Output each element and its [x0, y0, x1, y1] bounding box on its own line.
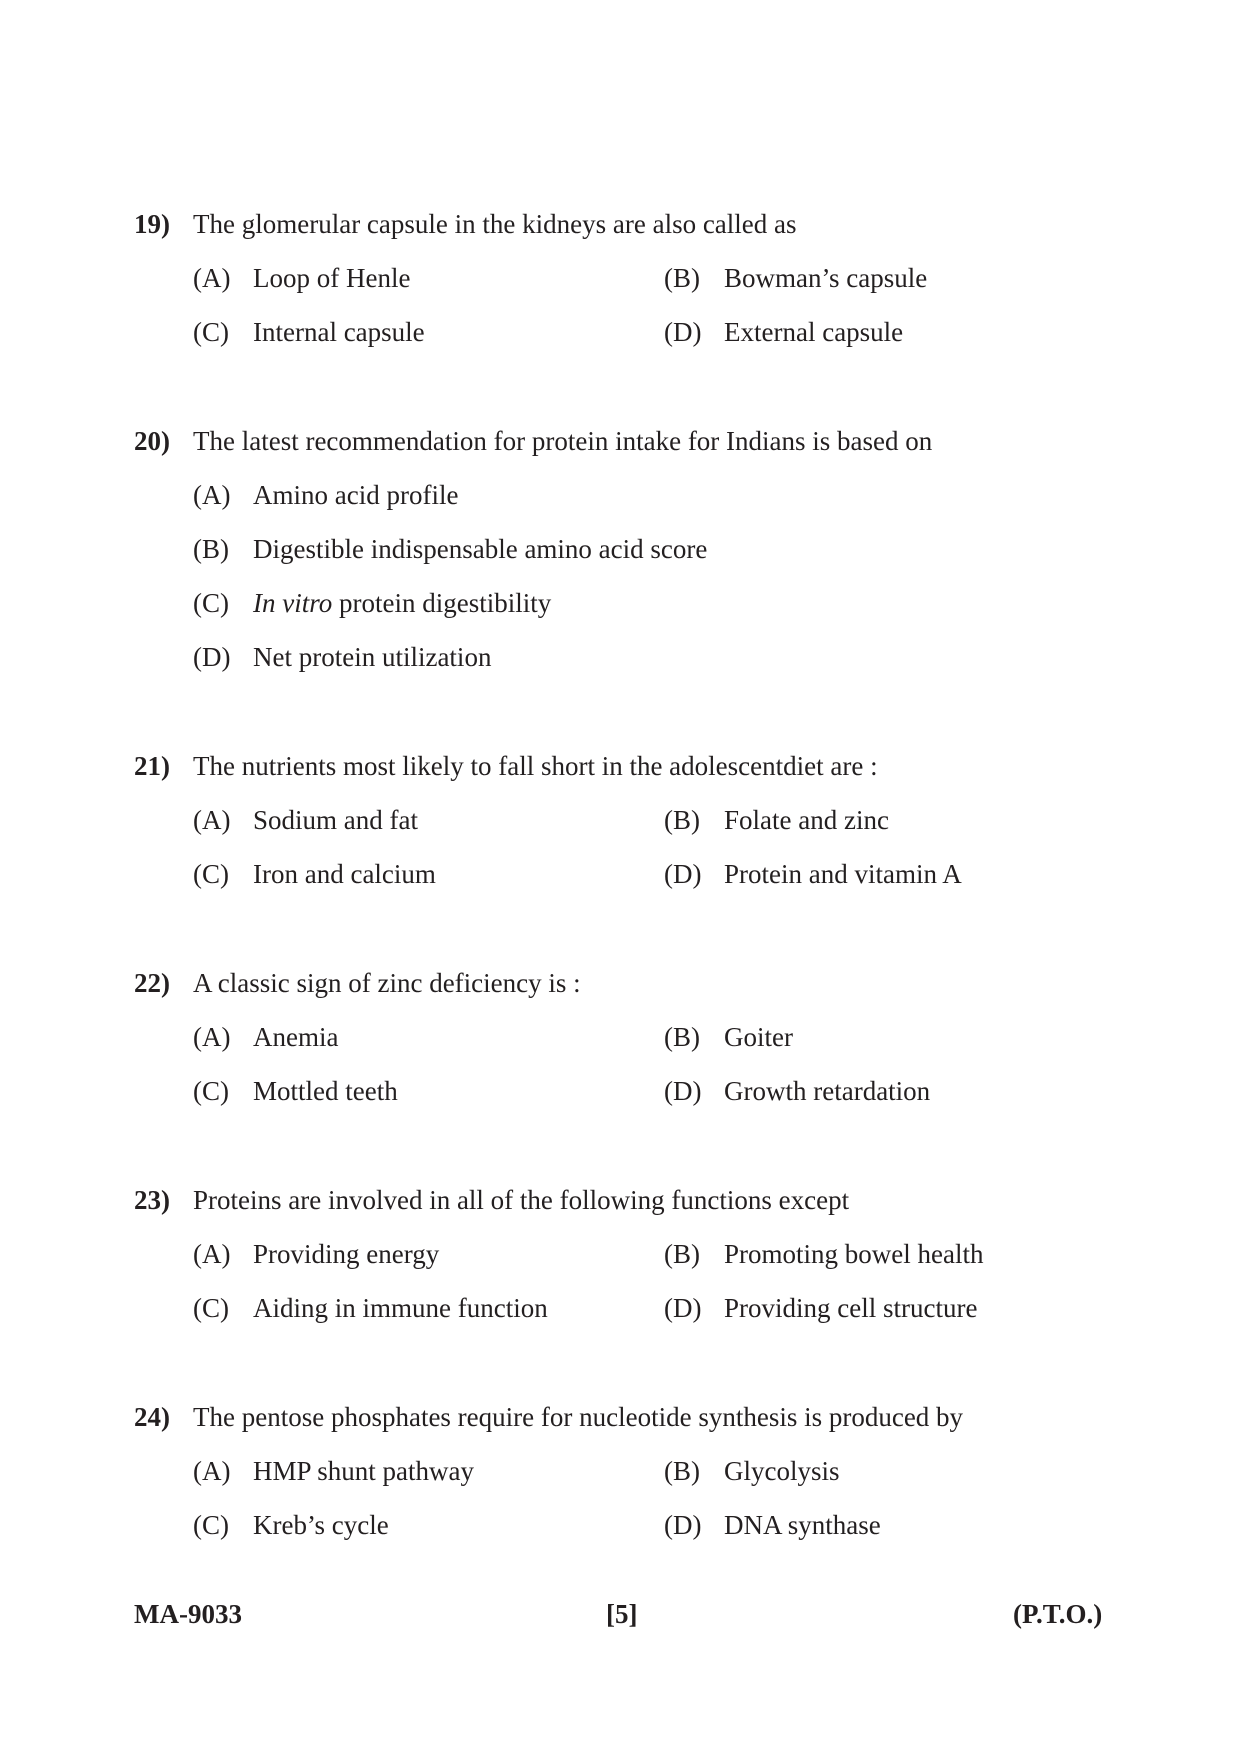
option-text: Digestible indispensable amino acid score — [253, 534, 708, 564]
option-letter: (C) — [193, 1510, 229, 1540]
option-letter: (A) — [193, 1022, 231, 1052]
option-letter: (A) — [193, 1239, 231, 1269]
option-text: External capsule — [724, 317, 904, 347]
question-text: The glomerular capsule in the kidneys are also called as — [193, 209, 797, 239]
option-letter: (A) — [193, 1456, 231, 1486]
option-text: Kreb’s cycle — [253, 1510, 389, 1540]
question-text: The nutrients most likely to fall short in the adolescentdiet are : — [193, 751, 878, 781]
option-text: Net protein utilization — [253, 642, 492, 672]
option-letter: (C) — [193, 1293, 229, 1323]
option-letter: (C) — [193, 1076, 229, 1106]
option-text: Providing energy — [253, 1239, 440, 1269]
option-letter: (C) — [193, 317, 229, 347]
option-text: Promoting bowel health — [724, 1239, 984, 1269]
option-text: Amino acid profile — [253, 480, 459, 510]
option-text: DNA synthase — [724, 1510, 881, 1540]
question-22 — [134, 967, 1134, 1107]
option-letter: (D) — [193, 642, 231, 672]
option-letter: (B) — [664, 1022, 700, 1052]
option-letter: (B) — [664, 1239, 700, 1269]
option-text: Goiter — [724, 1022, 793, 1052]
option-text: Loop of Henle — [253, 263, 411, 293]
option-text: Mottled teeth — [253, 1076, 398, 1106]
option-text-rest: protein digestibility — [332, 588, 552, 618]
question-21 — [134, 750, 1134, 890]
option-letter: (B) — [664, 263, 700, 293]
question-number: 22) — [134, 968, 170, 998]
paper-code: MA-9033 — [134, 1599, 242, 1629]
option-text: Iron and calcium — [253, 859, 436, 889]
option-letter: (A) — [193, 480, 231, 510]
option-text: Glycolysis — [724, 1456, 840, 1486]
option-letter: (D) — [664, 317, 702, 347]
option-text: Sodium and fat — [253, 805, 418, 835]
option-letter: (B) — [664, 805, 700, 835]
question-20 — [134, 425, 1134, 673]
question-text: The pentose phosphates require for nucleotide synthesis is produced by — [193, 1402, 964, 1432]
question-number: 21) — [134, 751, 170, 781]
question-text: Proteins are involved in all of the following functions except — [193, 1185, 850, 1215]
option-text: Protein and vitamin A — [724, 859, 962, 889]
question-number: 19) — [134, 209, 170, 239]
option-text — [253, 587, 551, 619]
option-letter: (B) — [193, 534, 229, 564]
question-text: A classic sign of zinc deficiency is : — [193, 968, 581, 998]
option-letter: (D) — [664, 859, 702, 889]
question-text: The latest recommendation for protein intake for Indians is based on — [193, 426, 933, 456]
page-number: [5] — [606, 1599, 638, 1629]
question-23 — [134, 1184, 1134, 1324]
option-letter: (D) — [664, 1510, 702, 1540]
option-text: Anemia — [253, 1022, 339, 1052]
option-letter: (C) — [193, 859, 229, 889]
option-text: Providing cell structure — [724, 1293, 978, 1323]
option-letter: (C) — [193, 588, 229, 618]
option-letter: (A) — [193, 263, 231, 293]
option-text: HMP shunt pathway — [253, 1456, 474, 1486]
option-text-italic: In vitro — [253, 588, 333, 618]
please-turn-over: (P.T.O.) — [1013, 1599, 1103, 1629]
option-letter: (D) — [664, 1293, 702, 1323]
question-number: 23) — [134, 1185, 170, 1215]
option-text: Folate and zinc — [724, 805, 889, 835]
option-text: Internal capsule — [253, 317, 425, 347]
option-text: Aiding in immune function — [253, 1293, 548, 1323]
question-19 — [134, 208, 1134, 348]
question-number: 24) — [134, 1402, 170, 1432]
option-letter: (D) — [664, 1076, 702, 1106]
option-text: Bowman’s capsule — [724, 263, 928, 293]
question-24 — [134, 1401, 1134, 1541]
option-letter: (A) — [193, 805, 231, 835]
option-text: Growth retardation — [724, 1076, 931, 1106]
question-number: 20) — [134, 426, 170, 456]
option-letter: (B) — [664, 1456, 700, 1486]
